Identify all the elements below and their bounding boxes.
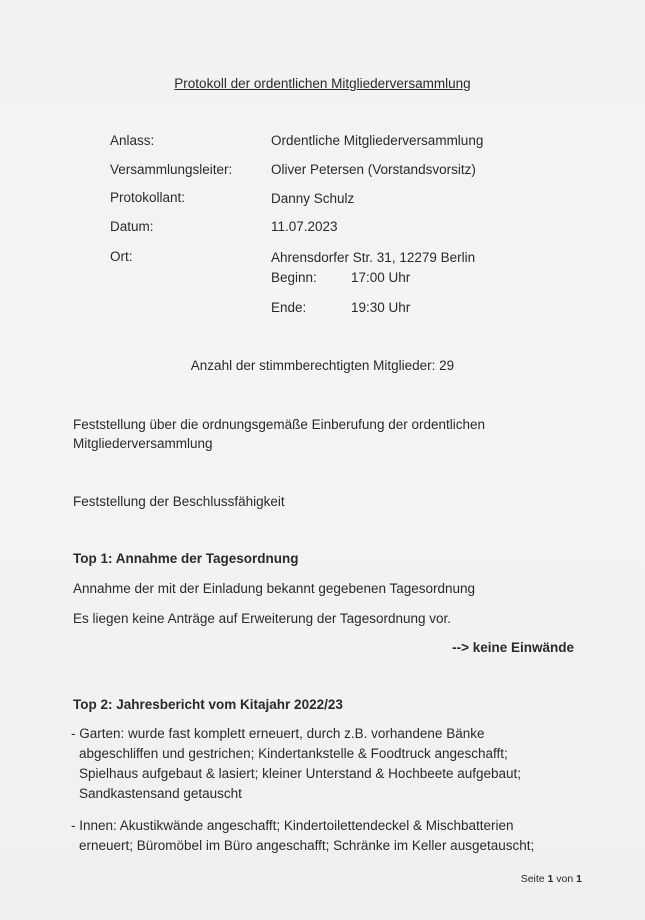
anlass-label: Anlass: [110,133,155,148]
garten-line-2: abgeschliffen und gestrichen; Kindertankstelle & Foodtruck angeschafft; [79,746,508,761]
top2-innen-item [71,816,581,856]
ort-label: Ort: [110,249,133,264]
beginn-value: 17:00 Uhr [351,270,411,285]
protokollant-label: Protokollant: [110,190,186,205]
top1-heading: Top 1: Annahme der Tagesordnung [73,551,299,566]
footer-middle: von [553,873,577,885]
ort-value: Ahrensdorfer Str. 31, 12279 Berlin [271,250,476,265]
feststellung-beschluss: Feststellung der Beschlussfähigkeit [73,494,285,509]
innen-line-1: - Innen: Akustikwände angeschafft; Kindertoilettendeckel & Mischbatterien [71,818,514,833]
top2-heading: Top 2: Jahresbericht vom Kitajahr 2022/23 [73,697,343,712]
document-title: Protokoll der ordentlichen Mitgliederversammlung [174,76,471,91]
footer-page-number: 1 [547,873,554,885]
members-count: Anzahl der stimmberechtigten Mitglieder: 29 [190,358,455,373]
footer-total-pages: 1 [576,873,582,885]
ende-label: Ende: [271,300,307,315]
top1-line-1: Annahme der mit der Einladung bekannt gegebenen Tagesordnung [73,581,476,596]
garten-line-4: Sandkastensand getauscht [79,786,242,801]
leiter-label: Versammlungsleiter: [110,162,233,177]
top1-result: --> keine Einwände [452,640,574,655]
feststellung-einberufung-line-2: Mitgliederversammlung [73,436,213,451]
protokollant-value: Danny Schulz [271,191,355,206]
footer-prefix: Seite [520,873,548,885]
top1-line-2: Es liegen keine Anträge auf Erweiterung der Tagesordnung vor. [73,611,451,626]
page-footer [521,873,582,885]
top2-garten-item [71,724,581,804]
datum-label: Datum: [110,219,154,234]
garten-line-1: - Garten: wurde fast komplett erneuert, durch z.B. vorhandene Bänke [71,726,485,741]
innen-line-2: erneuert; Büromöbel im Büro angeschafft; Schränke im Keller ausgetauscht; [79,838,535,853]
beginn-label: Beginn: [271,270,317,285]
leiter-value: Oliver Petersen (Vorstandsvorsitz) [271,162,476,177]
ende-value: 19:30 Uhr [351,300,411,315]
datum-value: 11.07.2023 [271,219,338,234]
anlass-value: Ordentliche Mitgliederversammlung [271,133,484,148]
feststellung-einberufung-line-1: Feststellung über die ordnungsgemäße Einberufung der ordentlichen [73,417,486,432]
garten-line-3: Spielhaus aufgebaut & lasiert; kleiner Unterstand & Hochbeete aufgebaut; [79,766,522,781]
